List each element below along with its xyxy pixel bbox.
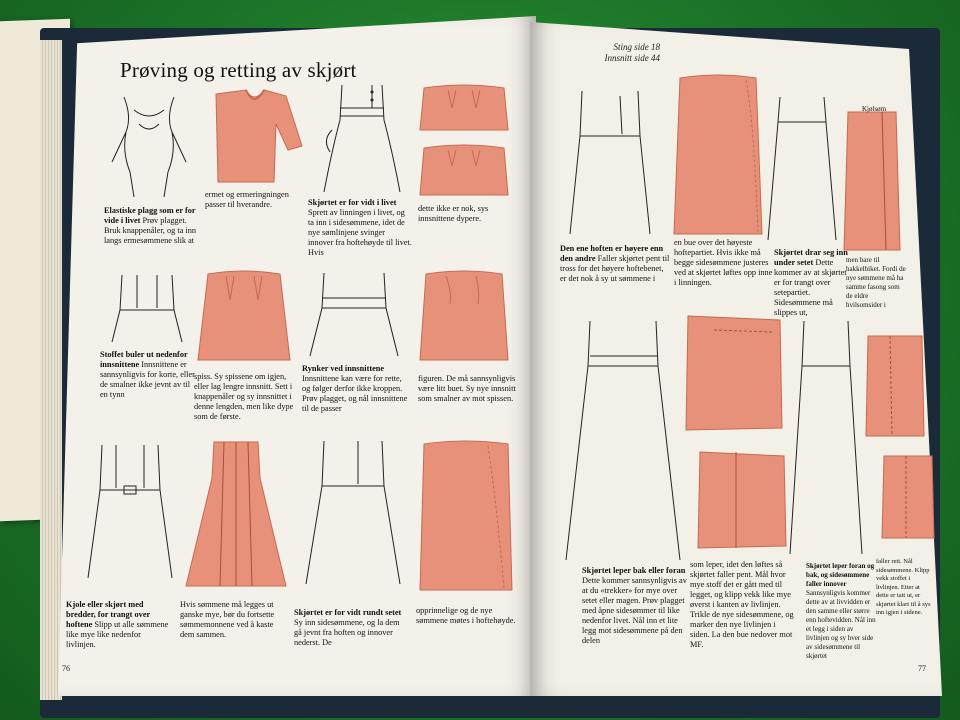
figure-skirt-pleat-top [684,310,784,434]
caption: en bue over det høyeste hoftepartiet. Hvis ikke må begge sidesømmene justeres ved at skjørtet løftes opp inne i linningen. [674,238,773,287]
figure-skirt-pleat-bottom [696,446,788,550]
figure-figure-seat [762,92,842,242]
figure-label: Kjølsøm [862,105,887,113]
caption: Kjole eller skjørt med bredder, for trangt over hoftene Slipp ut alle sømmene like mye like nedenfor livlinjen. [66,600,169,649]
figure-dress-bodice [102,270,192,345]
caption: Den ene hoften er høyere enn den andre Faller skjørtet pent til tross for det høyere hoftebenet, er det nok å sy ut sømmene i [560,244,670,283]
figure-skirt-side [304,268,404,358]
figure-figure-front [786,316,866,556]
figure-skirt-side-a [864,330,926,440]
figure-skirt-waist [312,80,412,195]
caption: figuren. De må sannsynligvis være litt buet. Sy nye innsnitt som smalner av mot spissen. [418,374,516,403]
figure-skirt-darts [196,268,292,363]
caption: Skjørtet drar seg inn under setet Dette kommer av at skjørtet er for trangt over setepartiet. Sidesømmene må slippes ut, [774,248,848,317]
caption: Rynker ved innsnittene Innsnittene kan være for rette, og følger derfor ikke kroppen. Prøv plagget, og nål innsnittene til de passer [302,364,408,413]
caption: som leper, idet den løftes så skjørtet faller pent. Mål hvor mye stoff det er gått med til legget, og klipp vekk like mye øverst i kanten av livlinjen. Trikle de nye sidesømmene, og marker den nye livlinjen i siden. La den bue nedover mot MF. [690,560,794,649]
caption: Skjørtet leper bak eller foran Dette kommer sannsynligvis av at du «trekker» for mye over setet eller magen. Prøv plagget med åpne sidesømmer til like nedenfor livet. Nål inn et lite legg mot sidesømmene på den delen [582,566,687,645]
page-stack-edge [40,40,62,700]
caption: Skjørtet er for vidt rundt setet Sy inn sidesømmene, og la dem gå jevnt fra hoften og innover nederst. De [294,608,402,647]
figure-torso-top [104,92,194,202]
figure-sleeve-top [206,86,304,186]
figure-figure-hip [560,86,660,236]
figure-skirt-seat [298,436,408,586]
figure-skirt-side-seams [418,438,514,593]
page-number-left: 76 [62,664,70,673]
figure-skirt-hip [672,72,764,237]
caption: faller rett. Nål sidesømmene. Klipp vekk stoffet i livlinjen. Etter at dette er tatt ut, er skjørtet klart til å sys inn igjen i sidene. [876,558,931,616]
figure-skirt-seat-panel [842,104,902,254]
page-reference [596,42,660,64]
reference-line: Innsnitt side 44 [604,53,660,63]
reference-line: Sting side 18 [613,42,660,52]
figure-figure-back [560,316,686,562]
caption: Stoffet buler ut nedenfor innsnittene Innsnittene er sannsynligvis for korte, eller de smalner ikke jevnt av til en tynn [100,350,195,399]
caption: opprinnelige og de nye sømmene møtes i hoftehøyde. [416,606,516,625]
figure-dress-belt [80,440,180,580]
caption: men bare til hakkelbiket. Fordi de nye sømmene må ha samme fasong som de eldre hvilsomsider i [846,256,906,309]
figure-skirt-curved-darts [418,268,510,363]
page-number-right: 77 [918,664,926,673]
caption: Hvis sømmene må legges ut ganske mye, bør du fortsette sømmemonnene ved å kaste dem sammen. [180,600,275,639]
caption: Skjørtet leper foran og bak, og sidesømmene faller innover Sannsynligvis kommer dette av at livvidden er den samme eller større enn hoftevidden. Nål inn et legg i siden av livlinjen og sy hver side av sidesømmene til skjørtet [806,562,876,660]
caption: Elastiske plagg som er for vide i livet Prøv plagget. Bruk knappenåler, og ta inn langs ermesømmene slik at [104,206,197,245]
caption: Skjørtet er for vidt i livet Sprett av linningen i livet, og ta inn i sidesømmene, idet de nye sømlinjene svinger innover fra hoftehøyde til livet. Hvis [308,198,412,257]
caption: spiss. Sy spissene om igjen, eller lag lengre innsnitt. Sett i knappenåler og sy innsnittet i denne lengden, men like dype som de første. [194,372,294,421]
caption: dette ikke er nok, sys innsnittene dypere. [418,204,489,223]
figure-paneled-dress [184,438,288,588]
figure-skirt-pieces [418,80,510,200]
figure-skirt-side-b [880,450,936,540]
page-title: Prøving og retting av skjørt [120,58,357,82]
caption: ermet og ermeringningen passer til hverandre. [205,190,289,209]
